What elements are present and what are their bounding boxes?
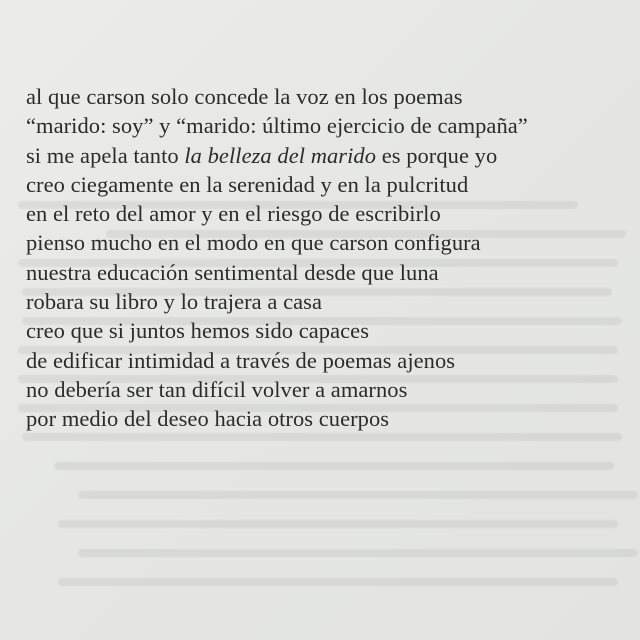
poem-line-4: creo ciegamente en la serenidad y en la pulcritud	[26, 171, 469, 197]
poem-line-7: nuestra educación sentimental desde que luna	[26, 259, 439, 285]
poem-line-1: al que carson solo concede la voz en los poemas	[26, 84, 463, 109]
poem-text	[26, 82, 636, 434]
poem-line-5: en el reto del amor y en el riesgo de escribirlo	[26, 201, 441, 227]
poem-line-8: robara su libro y lo trajera a casa	[26, 289, 322, 315]
poem-line-12: por medio del deseo hacia otros cuerpos	[26, 406, 390, 432]
poem-line-3-start: si me apela tanto	[26, 142, 185, 168]
poem-line-3	[26, 141, 636, 170]
poem-line-3-end: es porque yo	[376, 142, 498, 168]
poem-line-2: “marido: soy” y “marido: último ejercicio de campaña”	[26, 113, 528, 139]
poem-line-6: pienso mucho en el modo en que carson configura	[26, 230, 481, 256]
poem-line-9: creo que si juntos hemos sido capaces	[26, 318, 370, 344]
book-title-italic: la belleza del marido	[184, 142, 377, 168]
poem-line-11: no debería ser tan difícil volver a amarnos	[26, 376, 408, 402]
poem-line-10: de edificar intimidad a través de poemas ajenos	[26, 347, 456, 373]
